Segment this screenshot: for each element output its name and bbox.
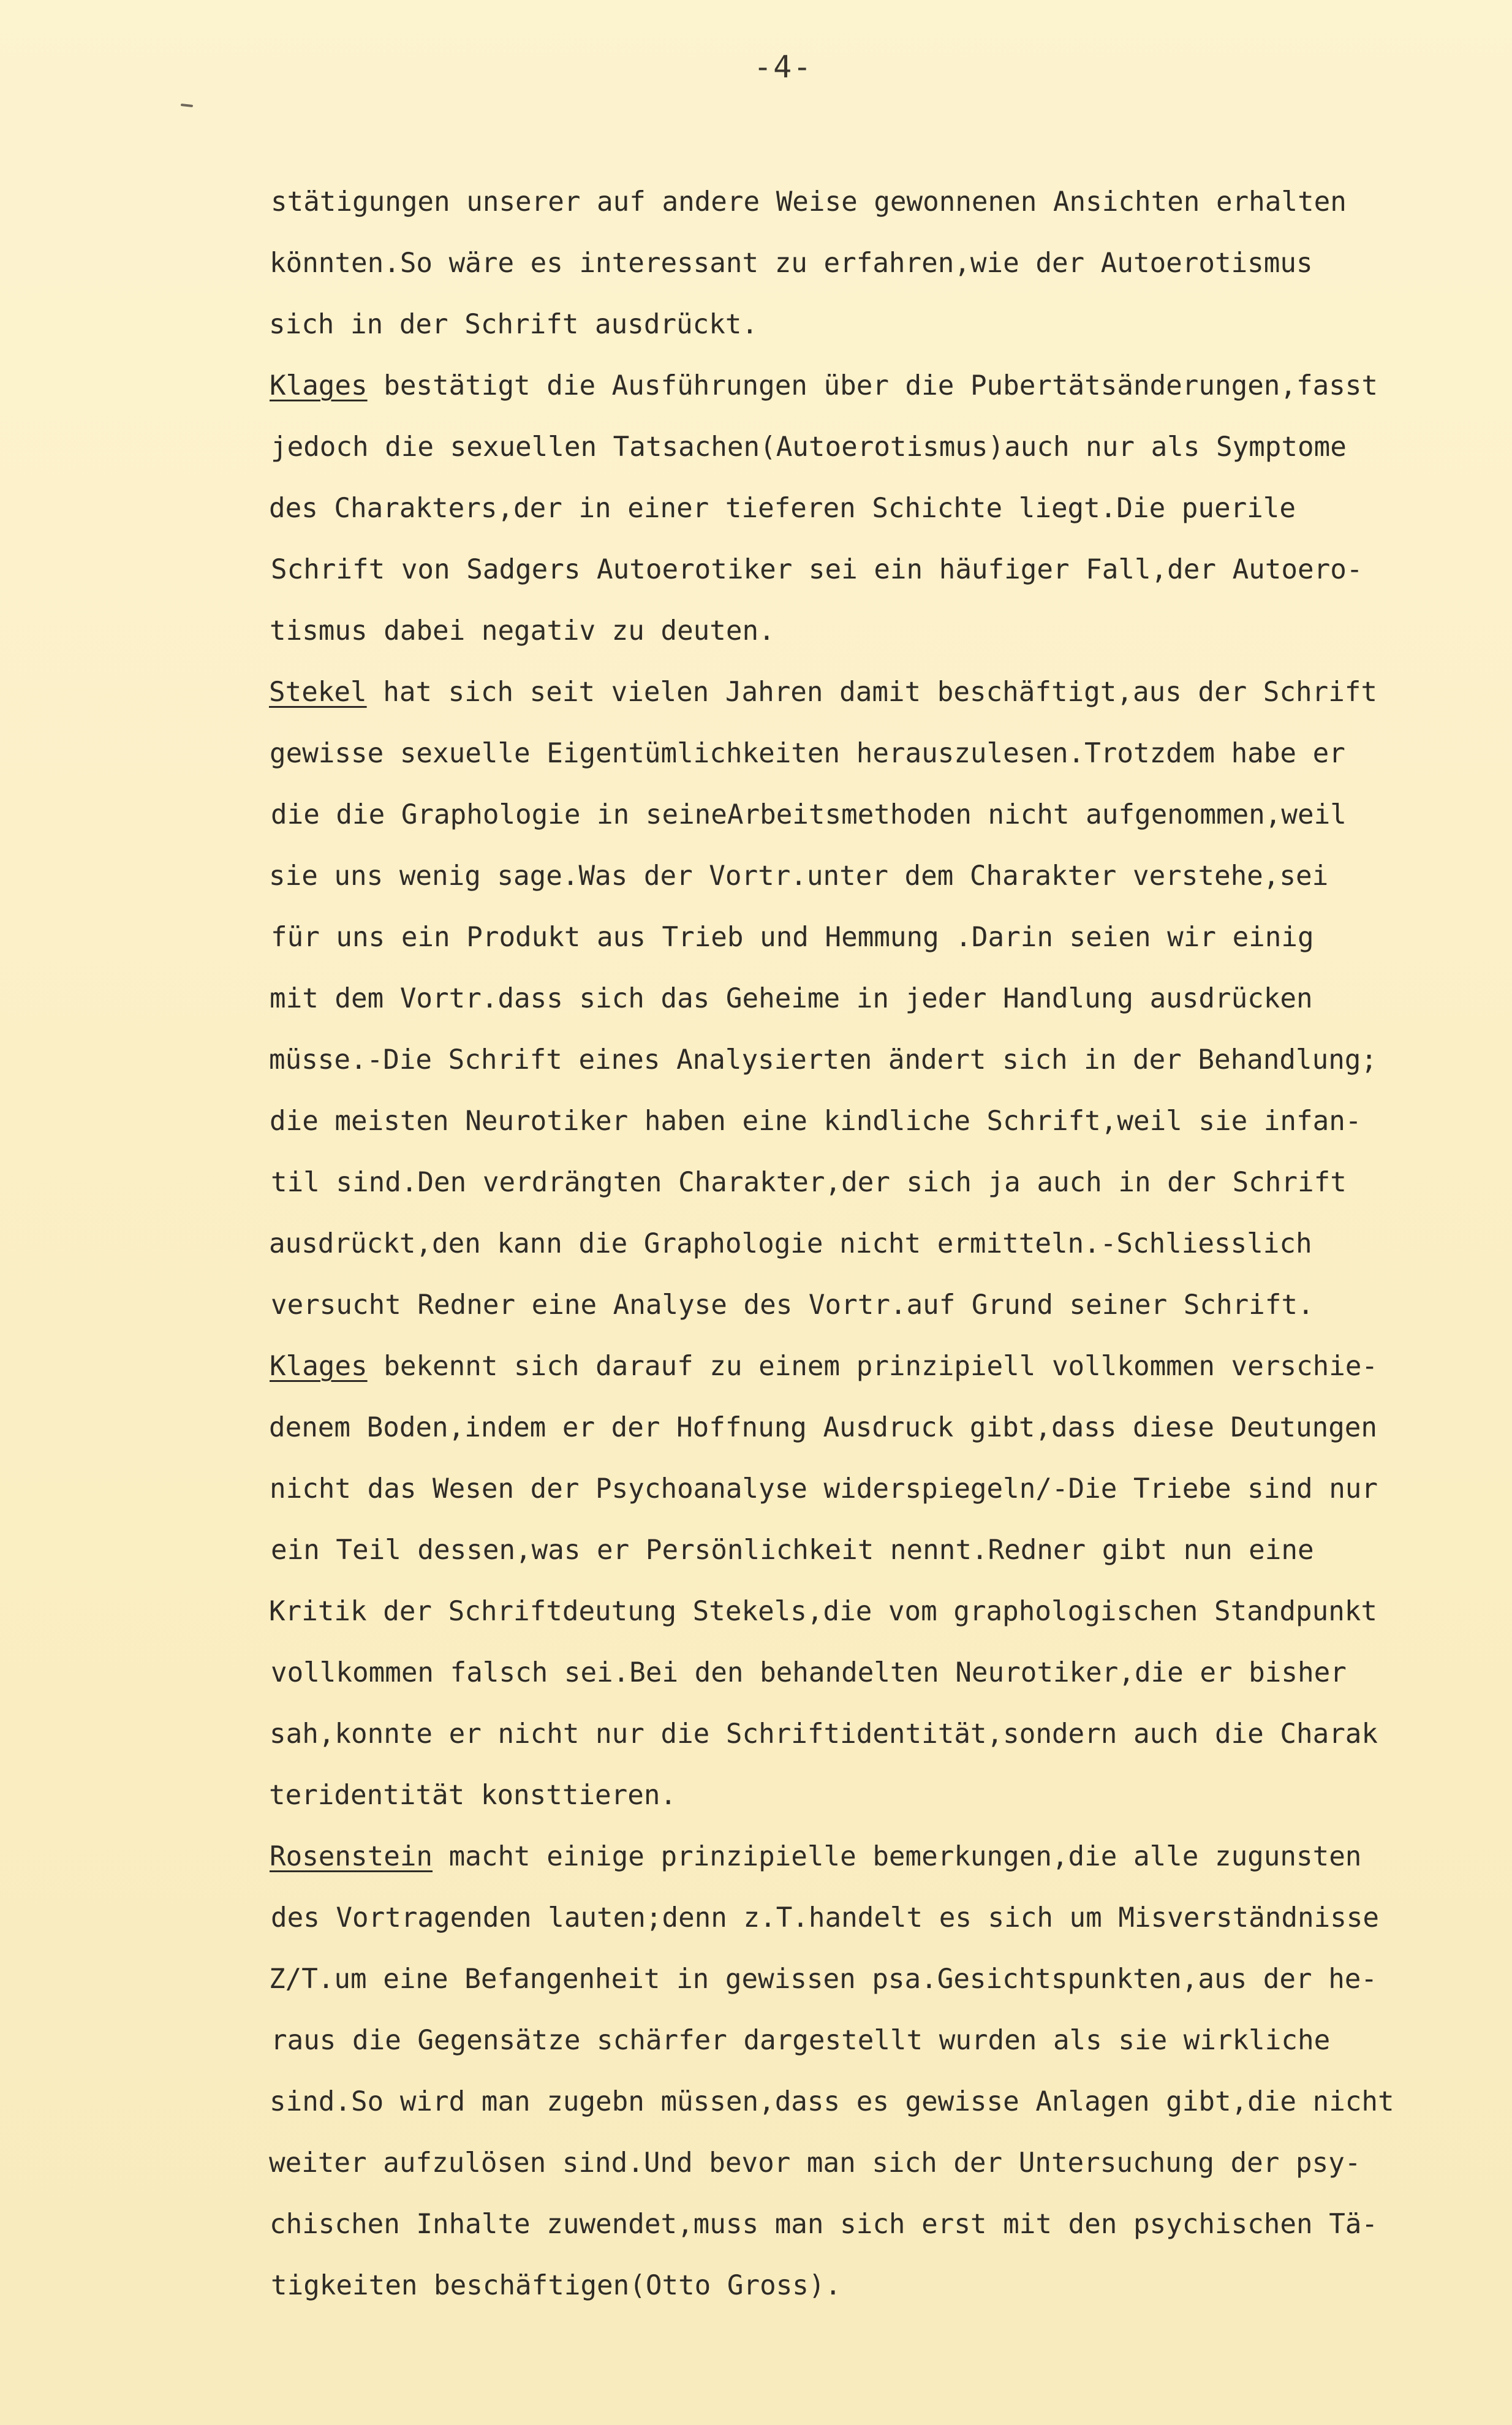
speaker-name: Klages: [270, 370, 368, 401]
text-line: Klages bestätigt die Ausführungen über die Pubertätsänderungen,fasst: [270, 370, 1378, 401]
text-line: die meisten Neurotiker haben eine kindliche Schrift,weil sie infan-: [270, 1106, 1362, 1137]
text-line: die die Graphologie in seineArbeitsmethoden nicht aufgenommen,weil: [271, 799, 1347, 830]
text-line: chischen Inhalte zuwendet,muss man sich erst mit den psychischen Tä-: [270, 2209, 1378, 2240]
text-line: weiter aufzulösen sind.Und bevor man sich der Untersuchung der psy-: [269, 2147, 1361, 2179]
text-line: vollkommen falsch sei.Bei den behandelten Neurotiker,die er bisher: [271, 1657, 1347, 1688]
text-line: Kritik der Schriftdeutung Stekels,die vom graphologischen Standpunkt: [269, 1596, 1378, 1627]
margin-mark: [181, 104, 193, 107]
text-line: raus die Gegensätze schärfer dargestellt wurden als sie wirkliche: [271, 2025, 1331, 2056]
text-line: Klages bekennt sich darauf zu einem prinzipiell vollkommen verschie-: [270, 1351, 1378, 1382]
page-number: -4-: [754, 49, 813, 85]
text-line: sah,konnte er nicht nur die Schriftidentität,sondern auch die Charak: [270, 1718, 1378, 1750]
speaker-name: Stekel: [269, 677, 367, 708]
text-line: stätigungen unserer auf andere Weise gewonnenen Ansichten erhalten: [271, 186, 1347, 218]
text-line: für uns ein Produkt aus Trieb und Hemmung .Darin seien wir einig: [271, 922, 1314, 953]
text-line: des Vortragenden lauten;denn z.T.handelt es sich um Misverständnisse: [271, 1902, 1380, 1934]
text-line: teridentität konsttieren.: [269, 1780, 677, 1811]
text-line: versucht Redner eine Analyse des Vortr.auf Grund seiner Schrift.: [271, 1289, 1314, 1321]
text-line: ein Teil dessen,was er Persönlichkeit nennt.Redner gibt nun eine: [271, 1535, 1314, 1566]
text-line: ausdrückt,den kann die Graphologie nicht ermitteln.-Schliesslich: [269, 1228, 1312, 1259]
text-line: sind.So wird man zugebn müssen,dass es gewisse Anlagen gibt,die nicht: [270, 2086, 1394, 2117]
text-line: Schrift von Sadgers Autoerotiker sei ein häufiger Fall,der Autoero-: [271, 554, 1363, 585]
body-text: [270, 172, 1512, 2317]
text-line: tigkeiten beschäftigen(Otto Gross).: [271, 2270, 842, 2301]
text-line: jedoch die sexuellen Tatsachen(Autoerotismus)auch nur als Symptome: [271, 431, 1347, 463]
text-line: könnten.So wäre es interessant zu erfahren,wie der Autoerotismus: [270, 248, 1313, 279]
text-line: til sind.Den verdrängten Charakter,der sich ja auch in der Schrift: [271, 1167, 1347, 1198]
text-line: gewisse sexuelle Eigentümlichkeiten herauszulesen.Trotzdem habe er: [270, 738, 1345, 769]
text-line: mit dem Vortr.dass sich das Geheime in jeder Handlung ausdrücken: [270, 983, 1313, 1014]
text-line: müsse.-Die Schrift eines Analysierten ändert sich in der Behandlung;: [269, 1044, 1378, 1076]
text-line: tismus dabei negativ zu deuten.: [270, 615, 775, 647]
text-line: nicht das Wesen der Psychoanalyse widerspiegeln/-Die Triebe sind nur: [270, 1473, 1378, 1505]
text-line: denem Boden,indem er der Hoffnung Ausdruck gibt,dass diese Deutungen: [269, 1412, 1378, 1443]
text-line: Z/T.um eine Befangenheit in gewissen psa.Gesichtspunkten,aus der he-: [269, 1964, 1378, 1995]
text-line: Rosenstein macht einige prinzipielle bemerkungen,die alle zugunsten: [270, 1841, 1362, 1872]
text-line: sie uns wenig sage.Was der Vortr.unter dem Charakter verstehe,sei: [269, 860, 1329, 892]
text-line: sich in der Schrift ausdrückt.: [269, 309, 758, 340]
speaker-name: Klages: [270, 1351, 368, 1382]
text-line: Stekel hat sich seit vielen Jahren damit beschäftigt,aus der Schrift: [269, 677, 1378, 708]
speaker-name: Rosenstein: [270, 1841, 433, 1872]
text-line: des Charakters,der in einer tieferen Schichte liegt.Die puerile: [269, 493, 1296, 524]
